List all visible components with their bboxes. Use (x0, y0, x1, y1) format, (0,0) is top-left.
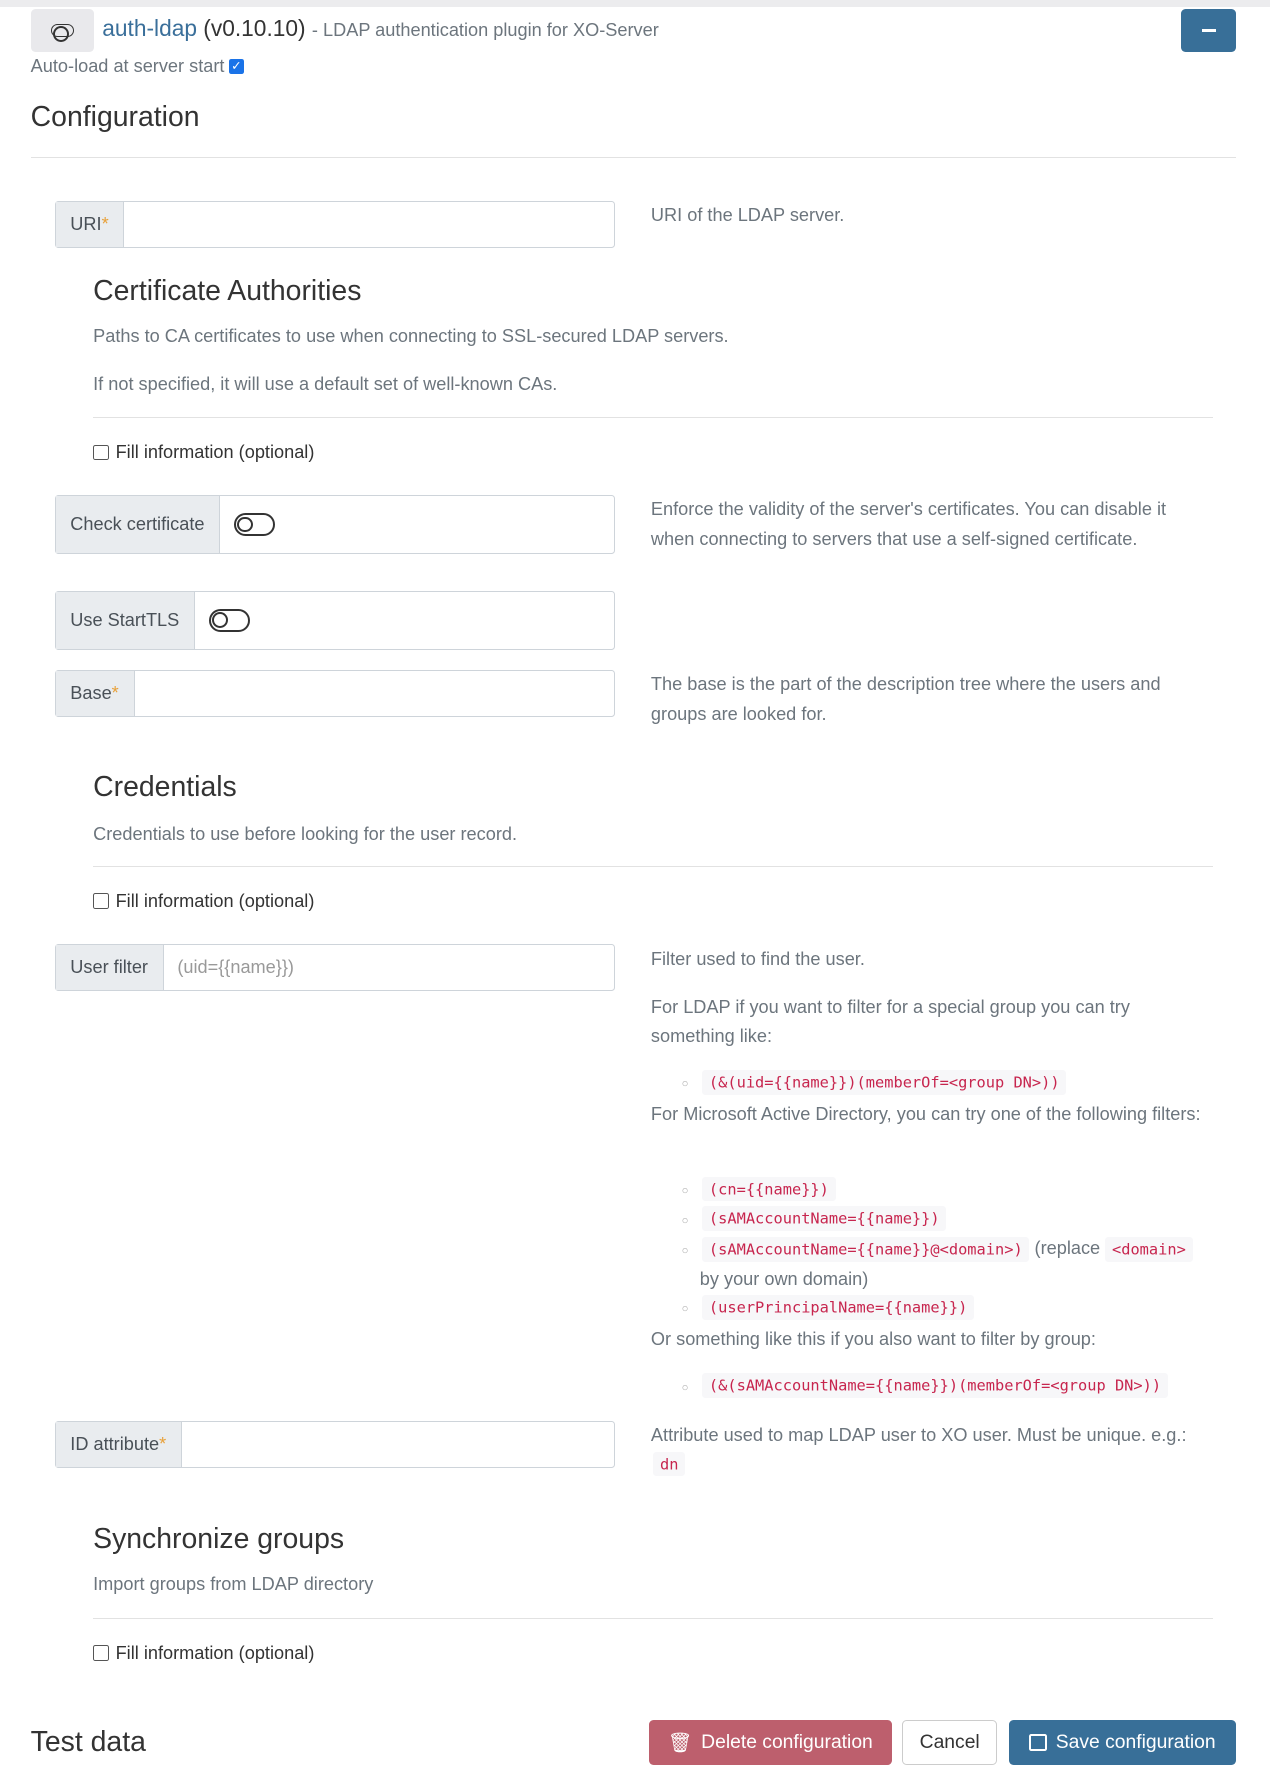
code-example: (sAMAccountName={{name}}@<domain>) (702, 1237, 1029, 1262)
user-filter-help2: For LDAP if you want to filter for a special group you can try something like: (650, 996, 1130, 1047)
divider (93, 417, 1213, 418)
collapse-button[interactable] (1181, 9, 1236, 52)
id-attribute-help: Attribute used to map LDAP user to XO user. Must be unique. e.g.: (650, 1425, 1187, 1446)
replace-text: (replace (1034, 1238, 1101, 1259)
top-bar (0, 0, 1270, 7)
ca-title: Certificate Authorities (93, 274, 362, 307)
code-example: (userPrincipalName={{name}}) (702, 1295, 974, 1320)
list-item: ○ (cn={{name}}) (682, 1178, 836, 1199)
code-example: dn (653, 1452, 685, 1477)
list-item: ○ (&(sAMAccountName={{name}})(memberOf=<group DN>)) (682, 1375, 1168, 1396)
user-filter-help4: Or something like this if you also want to filter by group: (650, 1328, 1096, 1349)
starttls-toggle[interactable] (209, 609, 250, 632)
test-data-title: Test data (30, 1725, 146, 1758)
plugin-description: - LDAP authentication plugin for XO-Server (311, 19, 659, 40)
credentials-text: Credentials to use before looking for the user record. (93, 823, 518, 844)
code-example: (&(uid={{name}})(memberOf=<group DN>)) (702, 1070, 1066, 1095)
cancel-button[interactable]: Cancel (902, 1720, 997, 1765)
minus-icon (1202, 29, 1216, 32)
user-filter-input[interactable] (164, 945, 614, 990)
code-example: <domain> (1105, 1237, 1192, 1262)
check-certificate-help: Enforce the validity of the server's certificates. You can disable it when connecting to servers that use a self-signed certificate. (650, 499, 1167, 549)
ca-fill-checkbox-row[interactable] (93, 442, 314, 463)
code-example: (sAMAccountName={{name}}) (702, 1206, 946, 1231)
base-help: The base is the part of the description tree where the users and groups are looked for. (650, 674, 1161, 724)
list-item: ○ (&(uid={{name}})(memberOf=<group DN>)) (682, 1071, 1067, 1092)
uri-label: URI * (56, 202, 125, 247)
code-example: (cn={{name}}) (702, 1177, 836, 1202)
autoload-label: Auto-load at server start (30, 55, 225, 76)
autoload-checkbox[interactable]: ✓ (229, 59, 244, 74)
ca-text1: Paths to CA certificates to use when connecting to SSL-secured LDAP servers. (93, 326, 729, 347)
user-filter-help3: For Microsoft Active Directory, you can try one of the following filters: (650, 1103, 1201, 1124)
base-field (55, 670, 615, 717)
code-example: (&(sAMAccountName={{name}})(memberOf=<group DN>)) (702, 1373, 1168, 1398)
ca-fill-label: Fill information (optional) (115, 441, 315, 462)
user-filter-label: User filter (56, 945, 164, 990)
save-icon (1029, 1734, 1047, 1752)
starttls-label: Use StartTLS (56, 592, 196, 649)
id-attribute-field (55, 1421, 615, 1468)
ca-text2: If not specified, it will use a default set of well-known CAs. (93, 373, 558, 394)
user-filter-help1: Filter used to find the user. (650, 949, 865, 970)
delete-label: Delete configuration (701, 1731, 873, 1753)
sync-fill-label: Fill information (optional) (115, 1642, 315, 1663)
uri-field (55, 201, 615, 248)
sync-fill-checkbox[interactable] (93, 1645, 109, 1661)
save-configuration-button[interactable] (1009, 1720, 1236, 1765)
divider (93, 866, 1213, 867)
plugin-toggle-button[interactable] (31, 9, 95, 52)
id-attribute-label: ID attribute * (56, 1422, 182, 1467)
autoload-row (31, 56, 244, 77)
list-item: ○ (sAMAccountName={{name}}@<domain>) (replace <domain> (682, 1238, 1193, 1259)
uri-help: URI of the LDAP server. (650, 205, 845, 226)
credentials-fill-label: Fill information (optional) (115, 890, 315, 911)
replace-text-cont: by your own domain) (699, 1268, 869, 1289)
divider (31, 157, 1236, 158)
list-item: ○ (sAMAccountName={{name}}) (682, 1208, 947, 1229)
ca-fill-checkbox[interactable] (93, 445, 109, 461)
check-certificate-label: Check certificate (56, 496, 221, 553)
sync-fill-checkbox-row[interactable] (93, 1643, 314, 1664)
divider (93, 1618, 1213, 1619)
base-input[interactable] (135, 671, 614, 716)
toggle-icon (51, 24, 74, 38)
credentials-fill-checkbox[interactable] (93, 893, 109, 909)
save-label: Save configuration (1055, 1731, 1216, 1753)
id-attribute-input[interactable] (182, 1422, 614, 1467)
sync-title: Synchronize groups (93, 1523, 345, 1556)
base-label: Base * (56, 671, 135, 716)
check-certificate-field (55, 495, 615, 554)
plugin-name[interactable]: auth-ldap (102, 14, 197, 41)
id-attribute-code (653, 1453, 685, 1474)
plugin-version: (v0.10.10) (203, 14, 306, 41)
uri-input[interactable] (124, 202, 613, 247)
credentials-fill-checkbox-row[interactable] (93, 891, 314, 912)
list-item: ○ (userPrincipalName={{name}}) (682, 1296, 975, 1317)
check-certificate-toggle[interactable] (234, 513, 275, 536)
credentials-title: Credentials (93, 771, 237, 804)
starttls-field (55, 591, 615, 650)
sync-text: Import groups from LDAP directory (93, 1574, 374, 1595)
delete-configuration-button[interactable] (649, 1720, 892, 1765)
user-filter-field (55, 944, 615, 991)
configuration-title: Configuration (30, 101, 200, 134)
plugin-title (102, 15, 659, 42)
trash-icon: 🗑 (667, 1732, 693, 1754)
